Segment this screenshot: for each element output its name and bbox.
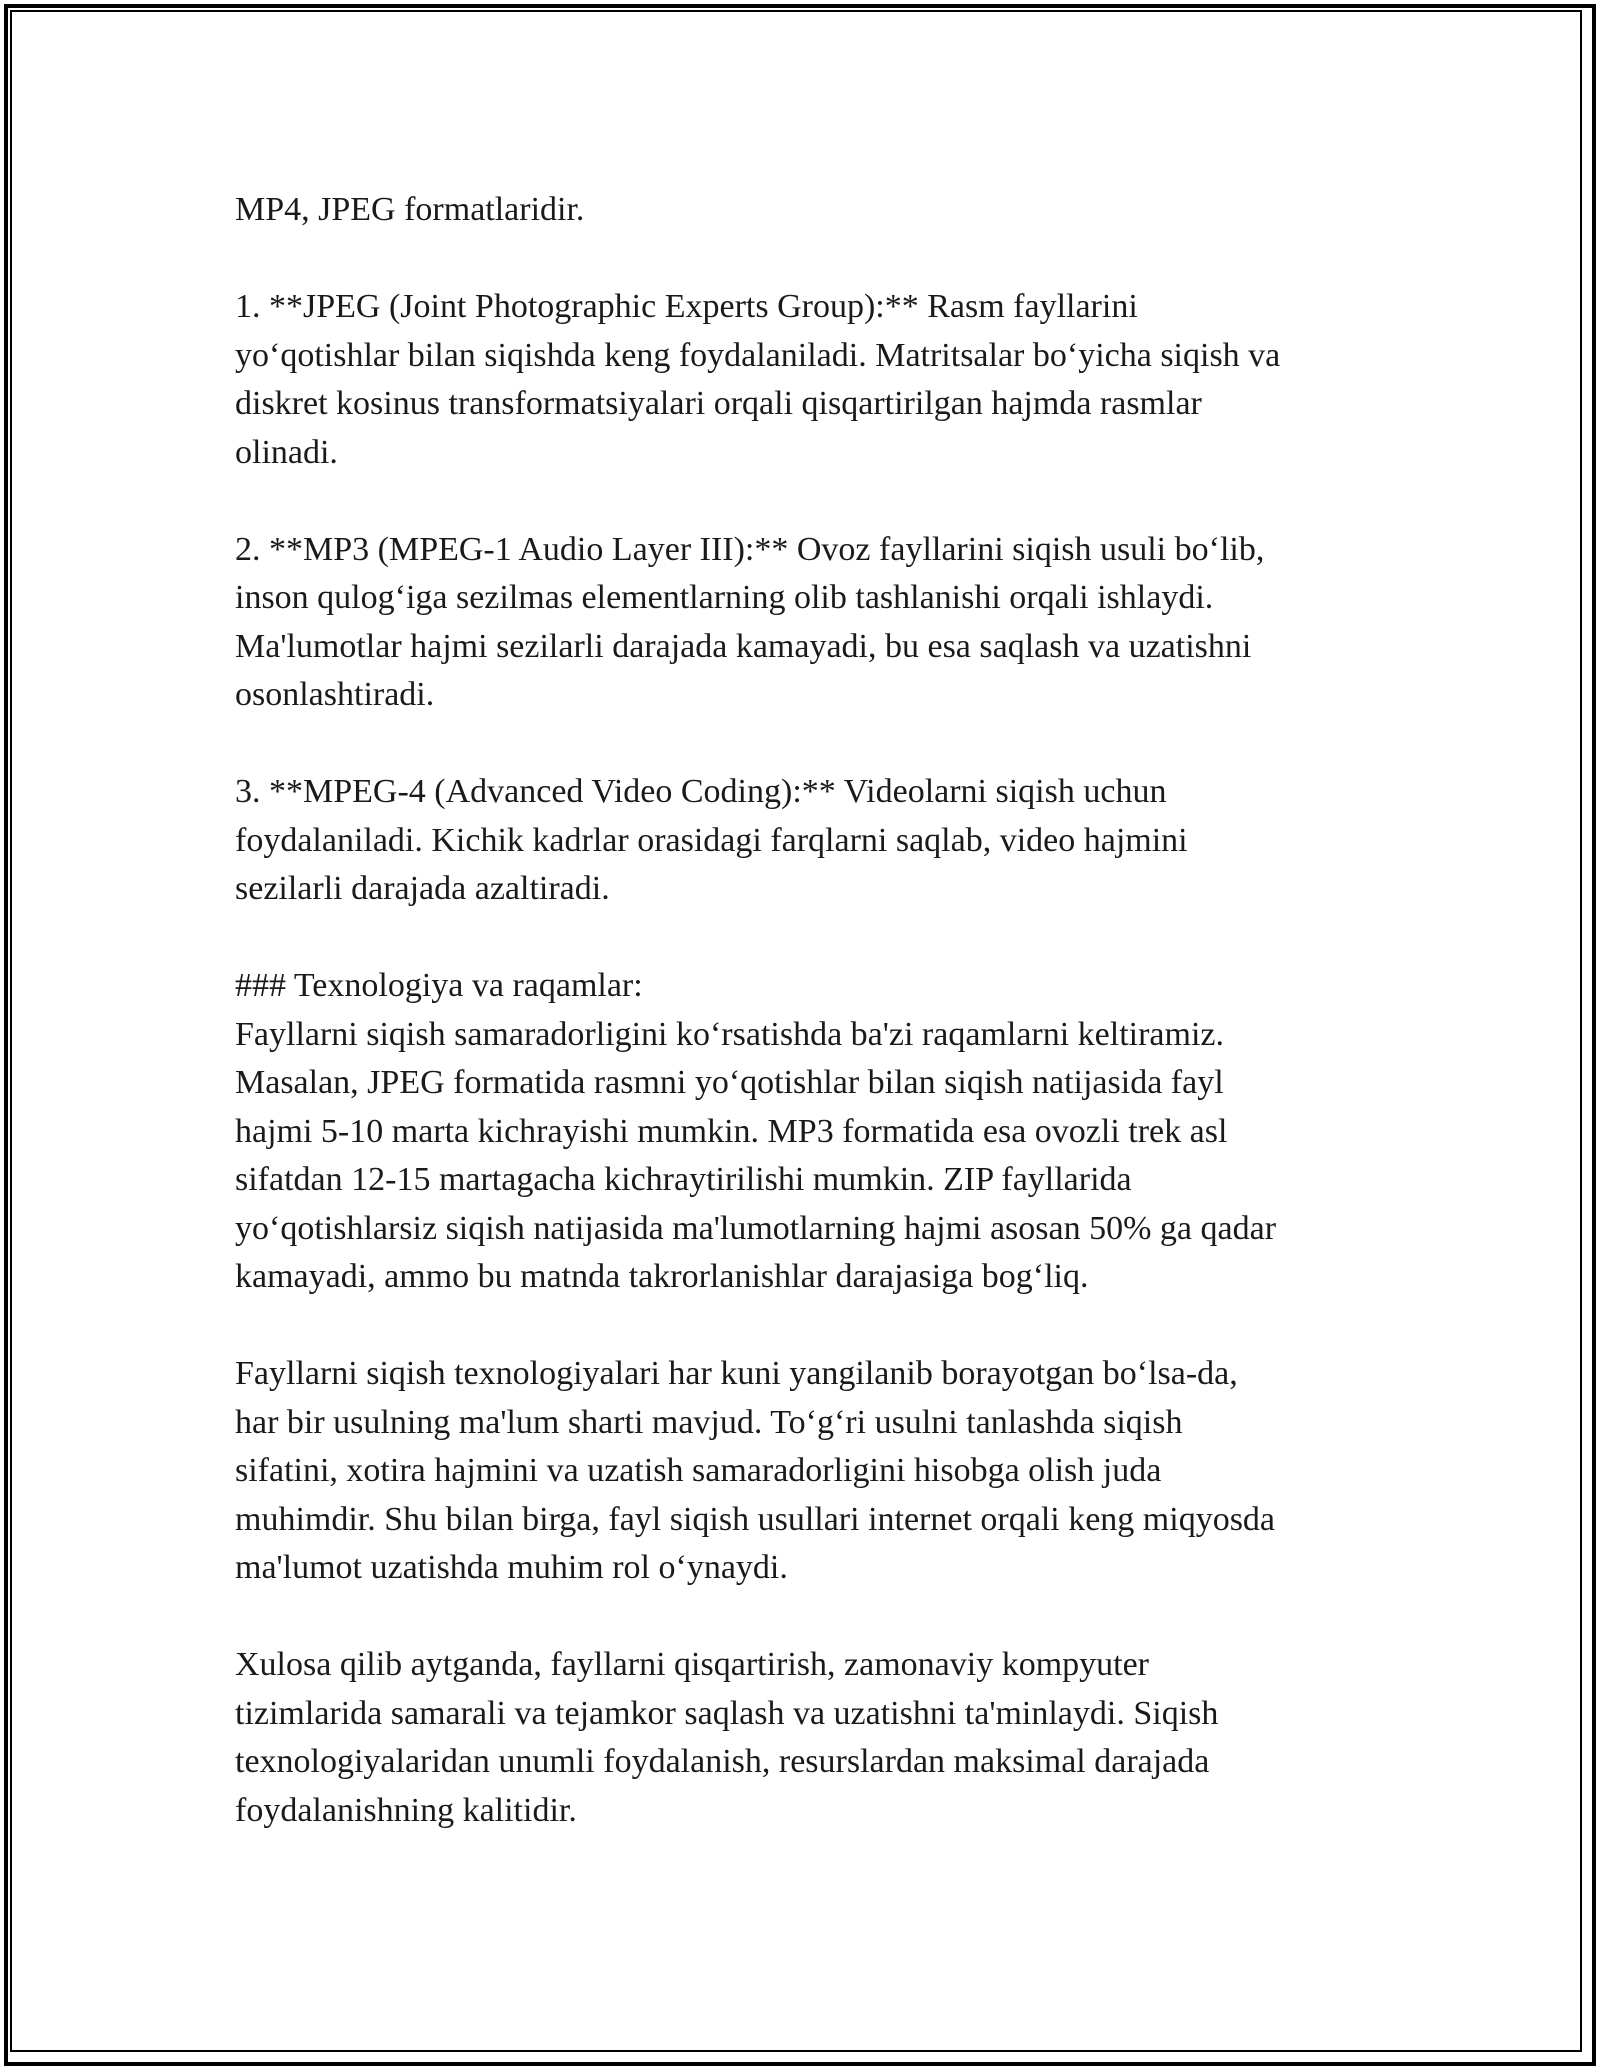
document-body [235, 186, 1395, 1884]
list-item-mp3: 2. **MP3 (MPEG-1 Audio Layer III):** Ovoz fayllarini siqish usuli bo‘lib, inson qulog‘iga sezilmas elementlarning olib tashlanishi orqali ishlaydi. Ma'lumotlar hajmi sezilarli darajada kamayadi, bu esa saqlash va uzatishni osonlashtiradi. [235, 530, 1265, 713]
intro-line: MP4, JPEG formatlaridir. [235, 191, 585, 228]
paragraph-conclusion: Xulosa qilib aytganda, fayllarni qisqartirish, zamonaviy kompyuter tizimlarida samarali va tejamkor saqlash va uzatishni ta'minlaydi. Siqish texnologiyalaridan unumli foydalanish, resurslardan maksimal darajada foydalanishning kalitidir. [235, 1646, 1219, 1829]
list-item-jpeg: 1. **JPEG (Joint Photographic Experts Group):** Rasm fayllarini yo‘qotishlar bilan siqishda keng foydalaniladi. Matritsalar bo‘yicha siqish va diskret kosinus transformatsiyalari orqali qisqartirilgan hajmda rasmlar olinadi. [235, 288, 1281, 471]
list-item-mpeg4: 3. **MPEG-4 (Advanced Video Coding):** Videolarni siqish uchun foydalaniladi. Kichik kadrlar orasidagi farqlarni saqlab, video hajmini sezilarli darajada azaltiradi. [235, 773, 1188, 907]
paragraph-statistics: Fayllarni siqish samaradorligini ko‘rsatishda ba'zi raqamlarni keltiramiz. Masalan, JPEG formatida rasmni yo‘qotishlar bilan siqish natijasida fayl hajmi 5-10 marta kichrayishi mumkin. MP3 formatida esa ovozli trek asl sifatdan 12-15 martagacha kichraytirilishi mumkin. ZIP fayllarida yo‘qotishlarsiz siqish natijasida ma'lumotlarning hajmi asosan 50% ga qadar kamayadi, ammo bu matnda takrorlanishlar darajasiga bog‘liq. [235, 1015, 1277, 1295]
paragraph-technologies: Fayllarni siqish texnologiyalari har kuni yangilanib borayotgan bo‘lsa-da, har bir usulning ma'lum sharti mavjud. To‘g‘ri usulni tanlashda siqish sifatini, xotira hajmini va uzatish samaradorligini hisobga olish juda muhimdir. Shu bilan birga, fayl siqish usullari internet orqali keng miqyosda ma'lumot uzatishda muhim rol o‘ynaydi. [235, 1355, 1276, 1586]
section-heading: ### Texnologiya va raqamlar: [235, 967, 643, 1004]
